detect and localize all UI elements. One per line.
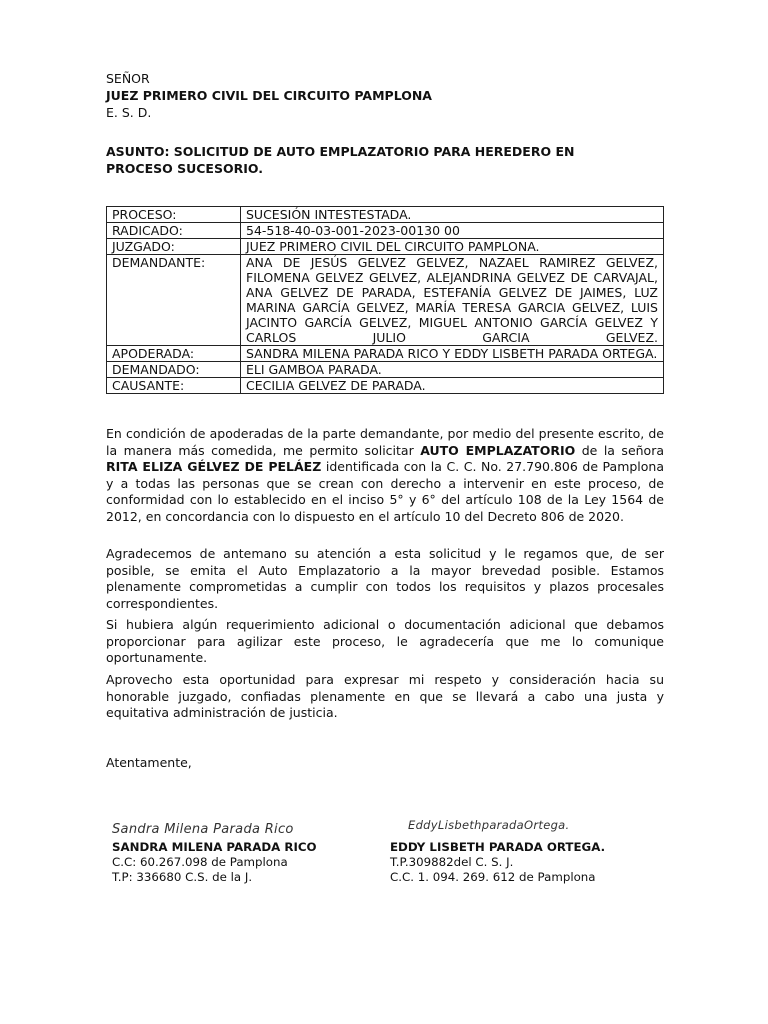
row-label: DEMANDADO: (107, 362, 241, 378)
signer-name: EDDY LISBETH PARADA ORTEGA. (390, 840, 606, 854)
signer-id: C.C. 1. 094. 269. 612 de Pamplona (390, 870, 596, 884)
paragraph-respect: Aprovecho esta oportunidad para expresar mi respeto y consideración hacia su honorable juzgado, confiadas plenamente en que se llevará a cabo una justa y equitativa administración de justicia. (106, 672, 664, 720)
row-value: ELI GAMBOA PARADA. (241, 362, 664, 378)
signer-tp: T.P.309882del C. S. J. (390, 855, 514, 869)
row-value: CECILIA GELVEZ DE PARADA. (241, 378, 664, 394)
table-row (107, 362, 664, 378)
row-value: ANA DE JESÚS GELVEZ GELVEZ, NAZAEL RAMIREZ GELVEZ, FILOMENA GELVEZ GELVEZ, ALEJANDRINA GELVEZ DE CARVAJAL, ANA GELVEZ DE PARADA, ESTEFANÍA GELVEZ DE JAIMES, LUZ MARINA GARCÍA GELVEZ, MARÍA TERESA GARCIA GELVEZ, LUIS JACINTO GARCÍA GELVEZ, MIGUEL ANTONIO GARCÍA GELVEZ Y CARLOS JULIO GARCIA GELVEZ. (241, 255, 664, 346)
table-row (107, 207, 664, 223)
paragraph-request (106, 426, 664, 525)
subject-line-2: PROCESO SUCESORIO. (106, 161, 263, 176)
row-label: CAUSANTE: (107, 378, 241, 394)
paragraph-additional: Si hubiera algún requerimiento adicional o documentación adicional que debamos proporcionar para agilizar este proceso, le agradecería que me lo comunique oportunamente. (106, 617, 664, 665)
signature-handwritten-2: EddyLisbethparadaOrtega. (408, 818, 570, 832)
row-value: 54-518-40-03-001-2023-00130 00 (241, 223, 664, 239)
table-row (107, 255, 664, 346)
paragraph-text: En condición de apoderadas de la parte demandante, por medio del presente escrito, de la manera más comedida, me permito solicitar (106, 426, 664, 458)
row-label: DEMANDANTE: (107, 255, 241, 346)
addressee: SEÑOR (106, 71, 150, 86)
signer-tp: T.P: 336680 C.S. de la J. (112, 870, 253, 884)
esd-line: E. S. D. (106, 105, 152, 120)
table-row (107, 223, 664, 239)
bold-person-name: RITA ELIZA GÉLVEZ DE PELÁEZ (106, 459, 322, 474)
closing: Atentamente, (106, 755, 192, 770)
signature-block-1 (112, 840, 317, 885)
case-info-table (106, 206, 664, 394)
signer-name: SANDRA MILENA PARADA RICO (112, 840, 317, 854)
row-label: APODERADA: (107, 346, 241, 362)
signer-id: C.C: 60.267.098 de Pamplona (112, 855, 288, 869)
bold-auto-emplazatorio: AUTO EMPLAZATORIO (420, 442, 576, 458)
row-label: JUZGADO: (107, 239, 241, 255)
paragraph-text: identificada con la C. C. No. 27.790.806 de Pamplona y a todas las personas que se crean con derecho a intervenir en este proceso, de conformidad con lo establecido en el inciso 5° y 6° del artículo 108 de la Ley 1564 de 2012, en concordancia con lo dispuesto en el artículo 10 del Decreto 806 de 2020. (106, 459, 665, 524)
signature-handwritten-1: Sandra Milena Parada Rico (112, 822, 294, 837)
paragraph-gratitude: Agradecemos de antemano su atención a esta solicitud y le regamos que, de ser posible, se emita el Auto Emplazatorio a la mayor brevedad posible. Estamos plenamente comprometidas a cumplir con todos los requisitos y plazos procesales correspondientes. (106, 546, 664, 611)
subject-line-1: ASUNTO: SOLICITUD DE AUTO EMPLAZATORIO PARA HEREDERO EN (106, 144, 575, 159)
row-value: SANDRA MILENA PARADA RICO Y EDDY LISBETH PARADA ORTEGA. (241, 346, 664, 362)
signature-block-2 (390, 840, 605, 885)
row-value: JUEZ PRIMERO CIVIL DEL CIRCUITO PAMPLONA. (241, 239, 664, 255)
table-row (107, 346, 664, 362)
judge-title: JUEZ PRIMERO CIVIL DEL CIRCUITO PAMPLONA (106, 88, 432, 103)
row-label: RADICADO: (107, 223, 241, 239)
table-row (107, 239, 664, 255)
table-row (107, 378, 664, 394)
paragraph-text: de la señora (575, 442, 665, 458)
row-label: PROCESO: (107, 207, 241, 223)
row-value: SUCESIÓN INTESTESTADA. (241, 207, 664, 223)
